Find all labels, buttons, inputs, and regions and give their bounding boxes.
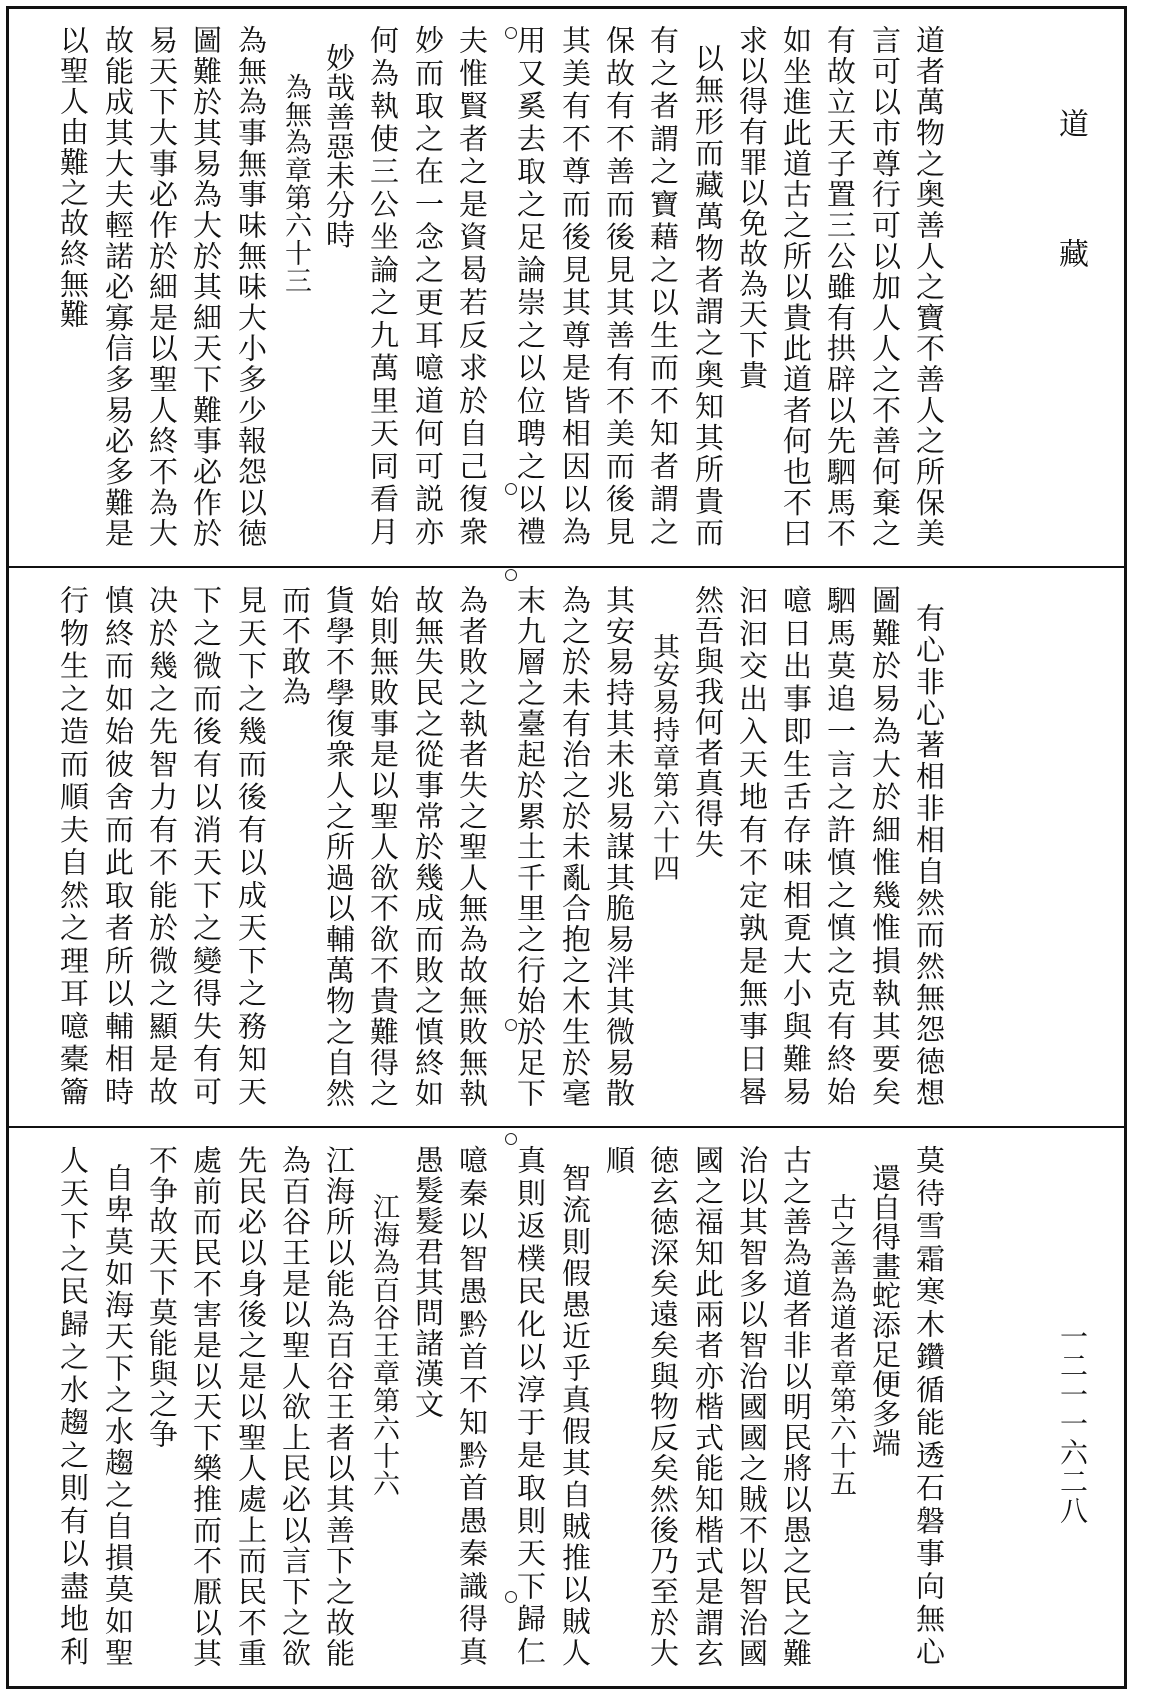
text-column: 而不敢為: [278, 585, 312, 707]
text-column: 易天下大事必作於細是以聖人終不為大: [145, 25, 179, 549]
text-column: 汩汩交出入天地有不定孰是無事日晷: [735, 585, 769, 1109]
text-column: 行物生之造而順夫自然之理耳噫橐籥: [56, 585, 90, 1109]
text-column: 古之善為道者章第六十五: [825, 1193, 856, 1498]
text-column: 噫日出事即生舌存味相覔大小與難易: [779, 585, 813, 1109]
text-column: 何為執使三公坐論之九萬里天同看月: [366, 25, 400, 549]
text-column: 决於幾之先智力有不能於微之顯是故: [145, 585, 179, 1109]
text-panel-top: [9, 9, 1124, 567]
text-column: 有故立天子置三公雖有拱辟以先駟馬不: [823, 25, 857, 549]
text-column: 為無為章第六十三: [280, 73, 311, 295]
text-column: 其美有不尊而後見其尊是皆相因以為: [558, 25, 592, 549]
text-column: 為無為事無事味無味大小多少報怨以徳: [234, 25, 268, 549]
text-column: 真則返樸民化以淳于是取則天下歸仁: [513, 1145, 547, 1669]
text-column: 江海為百谷王章第六十六: [368, 1193, 399, 1498]
text-column: 慎終而如始彼舍而此取者所以輔相時: [101, 585, 135, 1109]
circle-ornament-icon: [505, 569, 517, 581]
text-column: 愚髮髮君其問諸漢文: [411, 1145, 445, 1420]
text-column: 道者萬物之奥善人之寶不善人之所保美: [912, 25, 946, 549]
text-column: 如坐進此道古之所以貴此道者何也不曰: [779, 25, 813, 549]
text-column: 以聖人由難之故終無難: [56, 25, 90, 330]
text-column: 保故有不善而後見其善有不美而後見: [602, 25, 636, 549]
text-column: 以無形而藏萬物者謂之奥知其所貴而: [691, 43, 725, 550]
text-column: 其安易持其未兆易謀其脆易泮其微易散: [602, 585, 636, 1109]
text-panel-bottom: [9, 1129, 1124, 1684]
side-label-char: 藏: [1053, 238, 1088, 268]
text-column: 為之於未有治之於未亂合抱之木生於毫: [558, 585, 592, 1109]
text-column: 見天下之幾而後有以成天下之務知天: [234, 585, 268, 1109]
text-column: 求以得有罪以免故為天下貴: [735, 25, 769, 391]
text-column: 人天下之民歸之水趨之則有以盡地利: [56, 1145, 90, 1669]
text-column: 國之福知此兩者亦楷式能知楷式是謂玄: [691, 1145, 725, 1669]
text-panel-middle: [9, 569, 1124, 1127]
text-column: 夫惟賢者之是資曷若反求於自己復衆: [455, 25, 489, 549]
text-column: 妙哉善惡未分時: [322, 43, 356, 249]
page-number: 一二一一六二八: [1056, 1322, 1089, 1525]
circle-ornament-icon: [505, 1133, 517, 1145]
text-column: 故能成其大夫輕諾必寡信多易必多難是: [101, 25, 135, 549]
text-column: 江海所以能為百谷王者以其善下之故能: [322, 1145, 356, 1669]
text-column: 智流則假愚近乎真假其自賊推以賊人: [558, 1163, 592, 1670]
text-column: 圖難於其易為大於其細天下難事必作於: [189, 25, 223, 549]
text-column: 言可以市尊行可以加人人之不善何棄之: [868, 25, 902, 549]
text-column: 莫待雪霜寒木鑽循能透石磐事向無心: [912, 1145, 946, 1669]
text-column: 故無失民之從事常於幾成而敗之慎終如: [411, 585, 445, 1109]
side-label-char: 道: [1053, 108, 1088, 138]
text-column: 然吾與我何者真得失: [691, 585, 725, 860]
text-column: 其安易持章第六十四: [648, 633, 679, 883]
text-column: 噫秦以智愚黔首不知黔首愚秦識得真: [455, 1145, 489, 1669]
text-column: 處前而民不害是以天下樂推而不厭以其: [189, 1145, 223, 1669]
text-column: 駟馬莫追一言之許慎之慎之克有終始: [823, 585, 857, 1109]
text-column: 治以其智多以智治國國之賊不以智治國: [735, 1145, 769, 1669]
text-column: 始則無敗事是以聖人欲不欲不貴難得之: [366, 585, 400, 1109]
text-column: 末九層之臺起於累土千里之行始於足下: [513, 585, 547, 1109]
text-column: 用又奚去取之足論崇之以位聘之以禮: [513, 25, 547, 549]
text-column: 順: [602, 1145, 636, 1176]
text-column: 先民必以身後之是以聖人處上而民不重: [234, 1145, 268, 1669]
text-column: 妙而取之在一念之更耳噫道何可説亦: [411, 25, 445, 549]
text-column: 為百谷王是以聖人欲上民必以言下之欲: [278, 1145, 312, 1669]
text-column: 為者敗之執者失之聖人無為故無敗無執: [455, 585, 489, 1109]
text-column: 還自得畫蛇添足便多端: [868, 1163, 902, 1458]
text-column: 古之善為道者非以明民將以愚之民之難: [779, 1145, 813, 1669]
text-column: 徳玄徳深矣遠矣與物反矣然後乃至於大: [646, 1145, 680, 1669]
text-column: 有之者謂之寶藉之以生而不知者謂之: [646, 25, 680, 549]
text-column: 圖難於易為大於細惟幾惟損執其要矣: [868, 585, 902, 1109]
text-column: 自卑莫如海天下之水趨之自損莫如聖: [101, 1163, 135, 1670]
text-column: 下之微而後有以消天下之變得失有可: [189, 585, 223, 1109]
text-column: 不争故天下莫能與之争: [145, 1145, 179, 1450]
text-column: 有心非心著相非相自然而然無怨徳想: [912, 603, 946, 1110]
text-column: 貨學不學復衆人之所過以輔萬物之自然: [322, 585, 356, 1109]
